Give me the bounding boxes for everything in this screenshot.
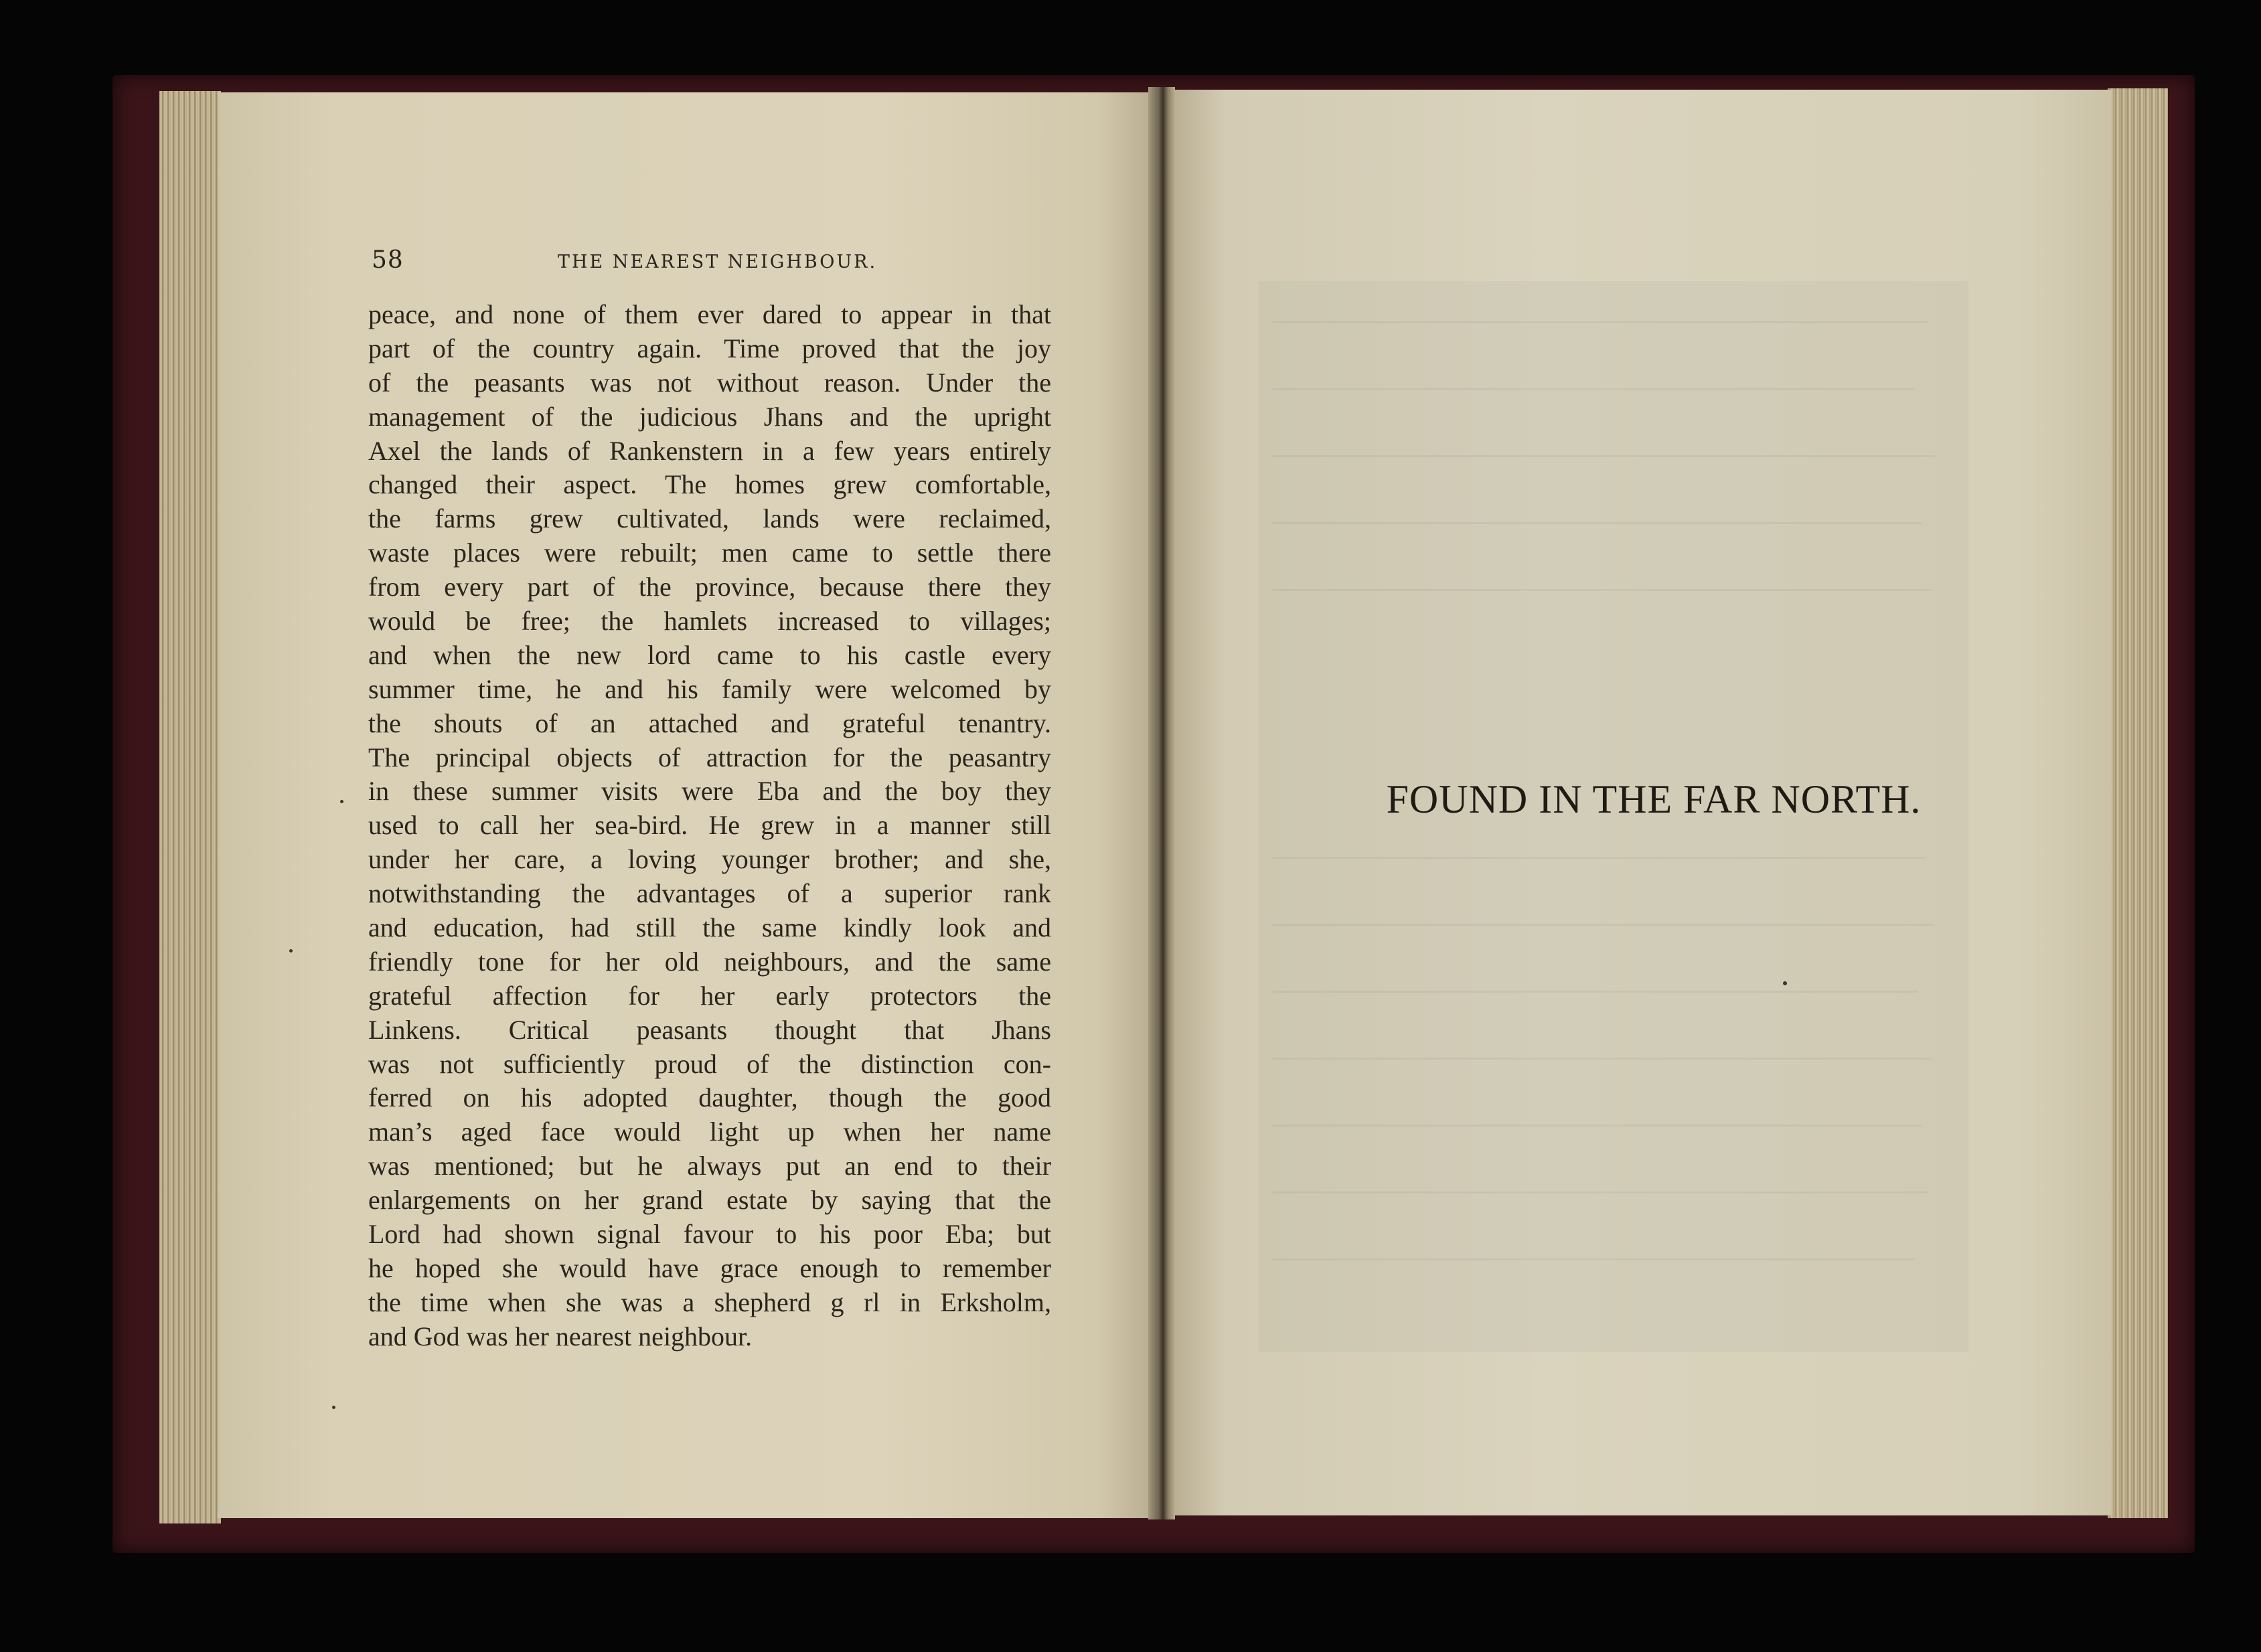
text-line: changed their aspect. The homes grew comfortable, bbox=[368, 469, 1051, 500]
text-line: and when the new lord came to his castle every bbox=[368, 639, 1051, 670]
show-through-line bbox=[1272, 924, 1935, 926]
text-line: Axel the lands of Rankenstern in a few years entirely bbox=[368, 435, 1051, 466]
show-through-line bbox=[1272, 522, 1922, 524]
text-line: and God was her nearest neighbour. bbox=[368, 1321, 753, 1351]
text-line: and education, had still the same kindly look and bbox=[368, 912, 1051, 943]
text-line: ferred on his adopted daughter, though the good bbox=[368, 1082, 1051, 1113]
paper-speck bbox=[340, 800, 343, 803]
paper-speck bbox=[332, 1406, 335, 1409]
text-line: summer time, he and his family were welcomed by bbox=[368, 673, 1051, 704]
text-line: in these summer visits were Eba and the boy they bbox=[368, 776, 1051, 807]
show-through-line bbox=[1272, 1058, 1932, 1060]
left-page-body-text bbox=[368, 298, 1051, 1354]
paper-speck bbox=[1783, 981, 1787, 985]
text-line: from every part of the province, because there they bbox=[368, 572, 1051, 602]
text-line: was not sufficiently proud of the distinction con- bbox=[368, 1048, 1051, 1079]
show-through-line bbox=[1272, 857, 1925, 859]
text-line: part of the country again. Time proved that the joy bbox=[368, 333, 1051, 363]
text-line: Lord had shown signal favour to his poor Eba; but bbox=[368, 1219, 1051, 1250]
text-line: friendly tone for her old neighbours, and the same bbox=[368, 946, 1051, 977]
show-through-line bbox=[1272, 388, 1915, 390]
text-line: the shouts of an attached and grateful tenantry. bbox=[368, 708, 1051, 738]
show-through-line bbox=[1272, 1258, 1915, 1260]
text-line: The principal objects of attraction for the peasantry bbox=[368, 742, 1051, 772]
book-gutter bbox=[1148, 87, 1175, 1519]
text-line: man’s aged face would light up when her name bbox=[368, 1117, 1051, 1147]
text-line: peace, and none of them ever dared to appear in that bbox=[368, 299, 1051, 329]
page-number: 58 bbox=[372, 246, 404, 274]
text-line: used to call her sea-bird. He grew in a manner still bbox=[368, 810, 1051, 841]
text-line: notwithstanding the advantages of a superior rank bbox=[368, 878, 1051, 909]
text-line: management of the judicious Jhans and the upright bbox=[368, 401, 1051, 432]
text-line: of the peasants was not without reason. Under the bbox=[368, 367, 1051, 398]
show-through-line bbox=[1272, 1191, 1928, 1193]
running-head-title: THE NEAREST NEIGHBOUR. bbox=[558, 252, 878, 272]
text-line: would be free; the hamlets increased to villages; bbox=[368, 606, 1051, 637]
text-line: he hoped she would have grace enough to remember bbox=[368, 1252, 1051, 1283]
text-line: was mentioned; but he always put an end to their bbox=[368, 1151, 1051, 1181]
show-through-line bbox=[1272, 321, 1928, 323]
show-through-line bbox=[1272, 991, 1918, 993]
paper-speck bbox=[289, 949, 293, 953]
text-line: grateful affection for her early protectors the bbox=[368, 980, 1051, 1011]
text-line: Linkens. Critical peasants thought that Jhans bbox=[368, 1014, 1051, 1045]
text-line: under her care, a loving younger brother; and she, bbox=[368, 844, 1051, 875]
text-line: the farms grew cultivated, lands were reclaimed, bbox=[368, 503, 1051, 534]
left-page-edges bbox=[159, 91, 221, 1523]
text-line: enlargements on her grand estate by saying that the bbox=[368, 1185, 1051, 1216]
text-line: waste places were rebuilt; men came to settle there bbox=[368, 538, 1051, 568]
show-through-line bbox=[1272, 1125, 1922, 1127]
text-line: the time when she was a shepherd g rl in Erksholm, bbox=[368, 1287, 1051, 1317]
right-page-edges bbox=[2108, 88, 2168, 1518]
show-through-line bbox=[1272, 589, 1932, 591]
section-title: FOUND IN THE FAR NORTH. bbox=[1386, 777, 1922, 821]
show-through-line bbox=[1272, 455, 1935, 457]
running-head bbox=[372, 246, 1055, 278]
